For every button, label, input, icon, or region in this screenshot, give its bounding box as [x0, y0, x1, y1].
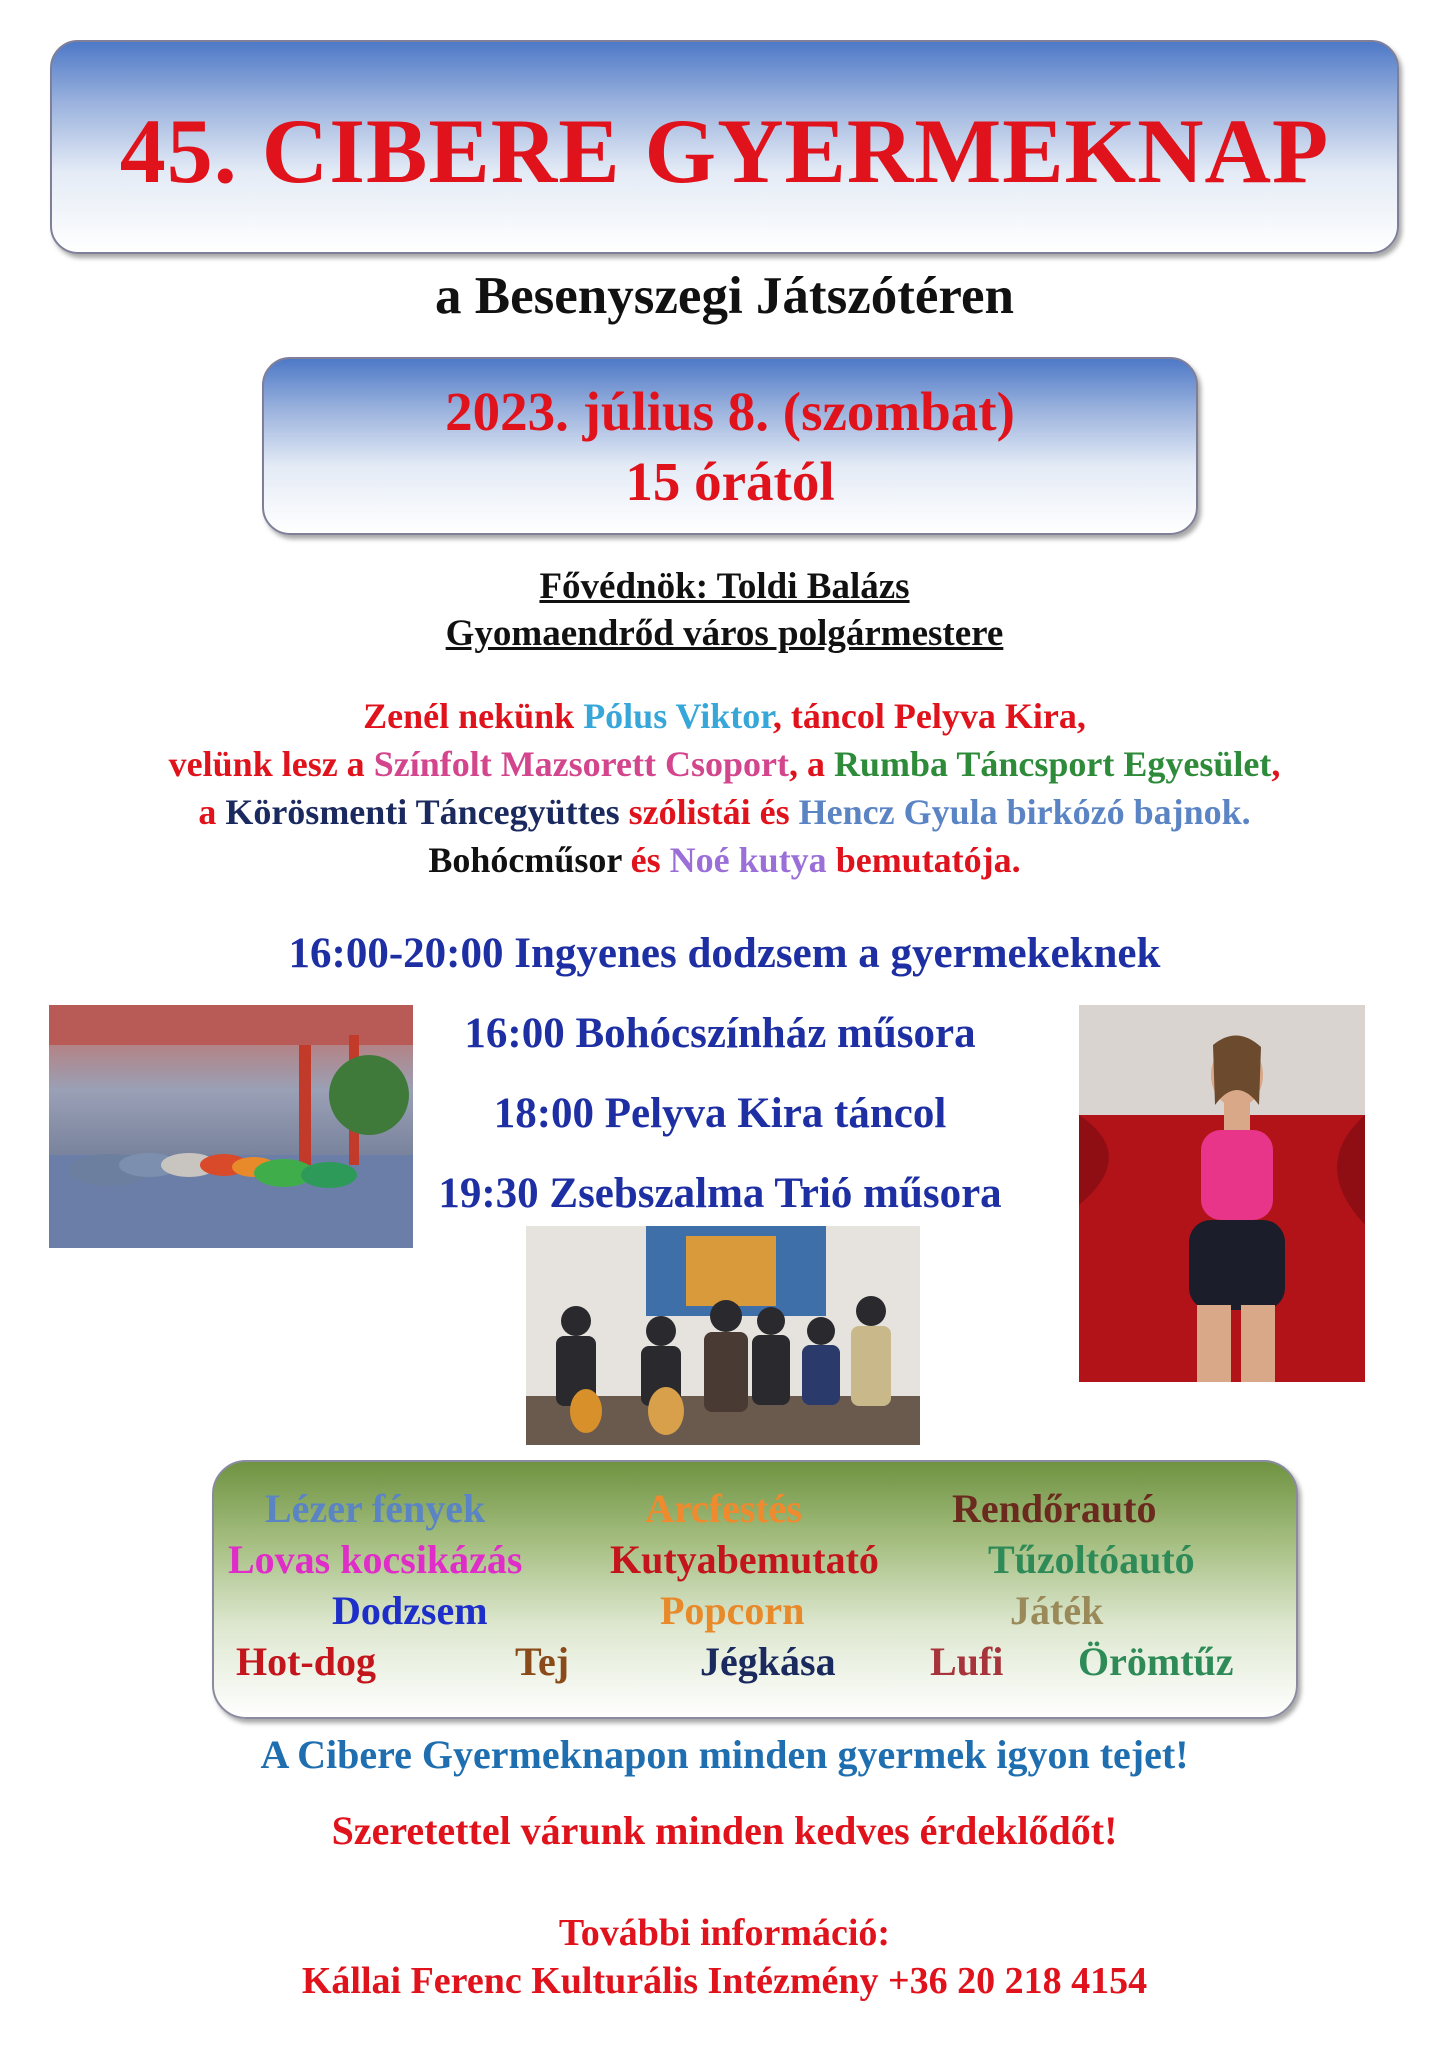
activity-popcorn: Popcorn: [660, 1588, 805, 1633]
performers-line-1: [0, 692, 1449, 740]
perf-seg: velünk lesz a: [168, 744, 374, 784]
event-start-time: 15 órától: [625, 451, 835, 512]
schedule-item: 19:30 Zsebszalma Trió műsora: [438, 1170, 1002, 1217]
activity-laser-lights: Lézer fények: [265, 1486, 486, 1531]
welcome-message: Szeretettel várunk minden kedves érdeklődőt!: [331, 1808, 1118, 1853]
perf-seg: a: [198, 792, 226, 832]
activity-bonfire: Örömtűz: [1078, 1639, 1234, 1684]
activity-bumper-cars: Dodzsem: [332, 1588, 488, 1633]
activity-fire-truck: Tűzoltóautó: [988, 1537, 1195, 1582]
performers-line-3: [0, 788, 1449, 836]
perf-seg: , táncol Pelyva Kira,: [772, 696, 1086, 736]
activity-dog-show: Kutyabemutató: [610, 1537, 879, 1582]
perf-seg: Zenél nekünk: [363, 696, 584, 736]
activity-horse-carriage: Lovas kocsikázás: [228, 1537, 523, 1582]
activity-face-painting: Arcfestés: [645, 1486, 802, 1531]
event-date: 2023. július 8. (szombat): [445, 381, 1015, 442]
venue-subtitle: a Besenyszegi Játszótéren: [435, 267, 1014, 325]
perf-seg: Bohócműsor: [428, 840, 631, 880]
perf-seg: és: [630, 840, 670, 880]
perf-seg: szólistái és: [619, 792, 799, 832]
performers-line-2: [0, 740, 1449, 788]
dancer-photo: [1079, 1005, 1365, 1382]
patron-name: Fővédnök: Toldi Balázs: [539, 566, 910, 607]
bumper-cars-photo: [49, 1005, 413, 1248]
perf-name-hencz-gyula: Hencz Gyula birkózó bajnok.: [798, 792, 1251, 832]
info-label: További információ:: [558, 1912, 891, 1954]
perf-name-szinfolt: Színfolt Mazsorett Csoport: [373, 744, 789, 784]
activity-slushie: Jégkása: [700, 1639, 836, 1684]
activity-hot-dog: Hot-dog: [236, 1639, 376, 1684]
activity-police-car: Rendőrautó: [952, 1486, 1157, 1531]
patron-title: Gyomaendrőd város polgármestere: [445, 613, 1004, 654]
perf-name-korosmenti: Körösmenti Táncegyüttes: [225, 792, 620, 832]
page-title: 45. CIBERE GYERMEKNAP: [119, 100, 1330, 202]
perf-seg: bemutatója.: [826, 840, 1021, 880]
activity-games: Játék: [1010, 1588, 1104, 1633]
schedule-item: 16:00-20:00 Ingyenes dodzsem a gyermekeknek: [288, 930, 1161, 977]
milk-slogan: A Cibere Gyermeknapon minden gyermek igyon tejet!: [260, 1732, 1189, 1777]
activity-milk: Tej: [515, 1639, 570, 1684]
contact-info: Kállai Ferenc Kulturális Intézmény +36 20 218 4154: [301, 1960, 1148, 2002]
band-photo: [526, 1226, 920, 1445]
perf-name-noe-kutya: Noé kutya: [669, 840, 827, 880]
perf-seg: ,: [1271, 744, 1281, 784]
performers-line-4: [0, 836, 1449, 884]
perf-name-rumba: Rumba Táncsport Egyesület: [833, 744, 1272, 784]
schedule-item: 18:00 Pelyva Kira táncol: [493, 1090, 947, 1137]
perf-seg: , a: [788, 744, 834, 784]
schedule-item: 16:00 Bohócszínház műsora: [464, 1010, 976, 1057]
perf-name-polus-viktor: Pólus Viktor: [583, 696, 773, 736]
activity-balloons: Lufi: [930, 1639, 1004, 1684]
